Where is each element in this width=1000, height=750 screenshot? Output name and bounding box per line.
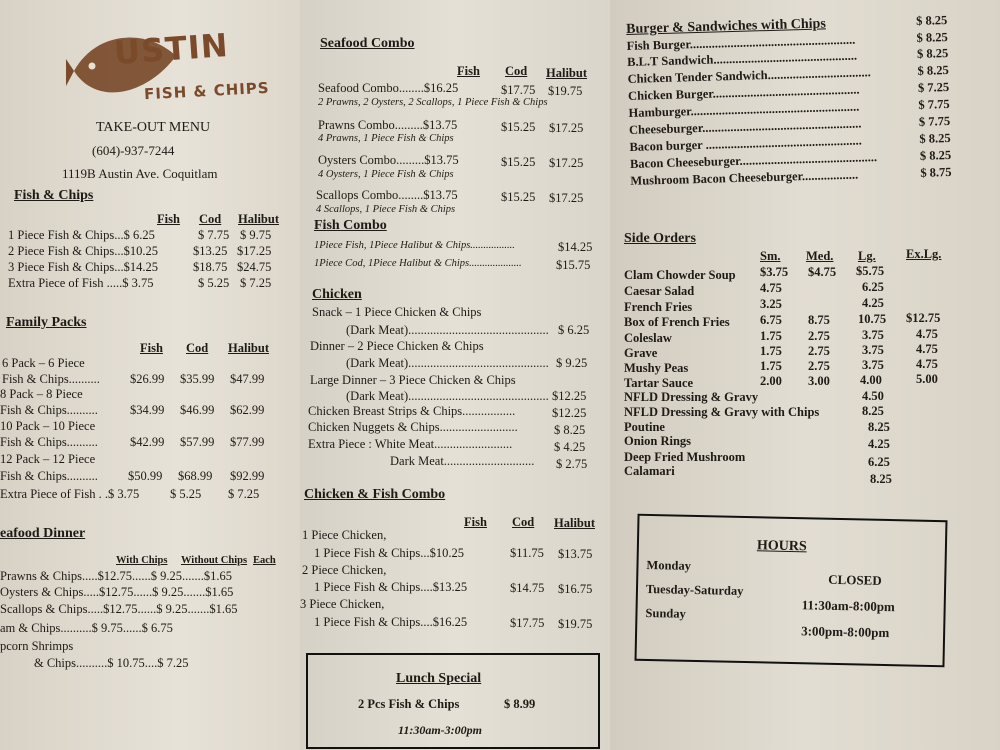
- price: $17.25: [549, 191, 584, 205]
- price-lg: 4.50: [862, 389, 884, 403]
- price: $24.75: [237, 260, 272, 274]
- price: $12.25: [552, 389, 587, 403]
- price: $ 7.75: [198, 228, 230, 242]
- chicken-heading: Chicken: [312, 287, 362, 302]
- list-item: Prawns Combo.........$13.75: [318, 118, 458, 132]
- col-sm: Sm.: [760, 249, 781, 263]
- list-item: Dark Meat.............................: [390, 454, 535, 468]
- lunch-special-heading: Lunch Special: [396, 671, 482, 686]
- combo-description: 4 Prawns, 1 Piece Fish & Chips: [318, 133, 454, 144]
- price-lg: 6.25: [862, 280, 884, 294]
- price-sm: 4.75: [760, 281, 782, 295]
- price-med: 2.75: [808, 359, 830, 373]
- list-item: 3 Piece Chicken,: [300, 597, 385, 611]
- austin-logo: [66, 26, 286, 116]
- price: $62.99: [230, 403, 265, 417]
- col-lg: Lg.: [858, 249, 876, 263]
- list-item: Fish & Chips..........: [2, 372, 100, 386]
- price: $ 8.25: [554, 423, 586, 437]
- price: $15.25: [501, 190, 536, 204]
- list-item: Extra Piece : White Meat.........................: [308, 437, 513, 451]
- price-sm: 6.75: [760, 313, 782, 327]
- list-item: Cheeseburger...................................................: [628, 116, 862, 137]
- list-item: 1Piece Cod, 1Piece Halibut & Chips....................: [314, 258, 522, 269]
- list-item: (Dark Meat).............................................: [346, 356, 549, 370]
- list-item: Coleslaw: [624, 331, 672, 345]
- price: $19.75: [548, 84, 583, 98]
- list-item: B.L.T Sandwich..............................................: [626, 48, 858, 69]
- list-item: 1 Piece Fish & Chips...$ 6.25: [8, 228, 155, 242]
- price-sm: $3.75: [760, 265, 789, 279]
- list-item: Bacon burger ..................................................: [629, 133, 863, 154]
- seafood-combo-heading: Seafood Combo: [320, 36, 415, 51]
- price-xl: 4.75: [916, 327, 938, 341]
- price: $ 7.25: [228, 487, 260, 501]
- list-item: 12 Pack – 12 Piece: [0, 452, 96, 466]
- col-exlg: Ex.Lg.: [906, 247, 942, 261]
- col-halibut: Halibut: [228, 341, 269, 355]
- price: $18.75: [193, 260, 228, 274]
- list-item: Chicken Burger...............................................: [627, 82, 860, 103]
- price-xl: 4.75: [916, 357, 938, 371]
- list-item: 1 Piece Fish & Chips....$16.25: [314, 615, 468, 629]
- price-med: 2.75: [808, 344, 830, 358]
- price: $12.25: [552, 406, 587, 420]
- list-item: Hamburger......................................................: [628, 99, 860, 120]
- price: $ 4.25: [554, 440, 586, 454]
- list-item: Fish & Chips..........: [0, 435, 98, 449]
- chicken-fish-combo-heading: Chicken & Fish Combo: [304, 487, 446, 502]
- list-item: Oysters Combo.........$13.75: [318, 153, 459, 167]
- price: $ 7.75: [918, 96, 950, 112]
- logo-subtitle: FISH & CHIPS: [143, 78, 271, 104]
- price-lg: 10.75: [858, 312, 887, 326]
- hours-day: Tuesday-Saturday: [645, 581, 744, 599]
- price: $47.99: [230, 372, 265, 386]
- price-lg: 3.75: [862, 328, 884, 342]
- address: 1119B Austin Ave. Coquitlam: [62, 166, 218, 181]
- price: $19.75: [558, 617, 593, 631]
- price: $42.99: [130, 435, 165, 449]
- price: $77.99: [230, 435, 265, 449]
- price: $ 7.25: [917, 80, 950, 95]
- list-item: Scallops & Chips.....$12.75......$ 9.25.......$1.65: [0, 602, 238, 616]
- price: $35.99: [180, 372, 215, 386]
- fish-chips-heading: Fish & Chips: [14, 188, 94, 203]
- price-lg: 3.75: [862, 358, 884, 372]
- price: $ 9.75: [240, 228, 272, 242]
- list-item: Grave: [624, 346, 658, 360]
- price: $ 6.25: [558, 323, 590, 337]
- col-fish: Fish: [140, 341, 163, 355]
- col-fish: Fish: [457, 64, 480, 78]
- col-fish: Fish: [464, 515, 487, 529]
- price: $14.75: [510, 581, 545, 595]
- list-item: NFLD Dressing & Gravy: [624, 390, 759, 404]
- price: $15.75: [556, 258, 591, 272]
- phone: (604)-937-7244: [92, 143, 175, 158]
- hours-time: CLOSED: [828, 571, 882, 588]
- col-without-chips: Without Chips: [181, 555, 248, 566]
- list-item: Poutine: [624, 420, 665, 434]
- price-sm: 2.00: [760, 374, 782, 388]
- list-item: pcorn Shrimps: [0, 639, 74, 653]
- price: $11.75: [510, 546, 544, 560]
- list-item: 1 Piece Fish & Chips....$13.25: [314, 580, 468, 594]
- price-med: $4.75: [808, 265, 837, 279]
- family-packs-heading: Family Packs: [6, 315, 87, 330]
- list-item: 1 Piece Chicken,: [302, 528, 387, 542]
- hours-day: Sunday: [645, 605, 686, 621]
- list-item: Tartar Sauce: [624, 376, 694, 390]
- list-item: Chicken Nuggets & Chips.........................: [308, 420, 518, 434]
- price: $ 8.25: [917, 63, 949, 78]
- price: $16.75: [558, 582, 593, 596]
- col-halibut: Halibut: [238, 212, 279, 226]
- combo-description: 4 Oysters, 1 Piece Fish & Chips: [318, 169, 454, 180]
- list-item: 6 Pack – 6 Piece: [2, 356, 85, 370]
- list-item: 1 Piece Fish & Chips...$10.25: [314, 546, 465, 560]
- price: $26.99: [130, 372, 165, 386]
- list-item: Fish & Chips..........: [0, 403, 98, 417]
- hours-box: [634, 514, 947, 667]
- list-item: Onion Rings: [624, 434, 692, 448]
- price: $17.25: [237, 244, 272, 258]
- price: $17.25: [549, 156, 584, 170]
- col-cod: Cod: [512, 515, 535, 529]
- lunch-special-box: [306, 653, 600, 749]
- hours-time: 11:30am-8:00pm: [801, 597, 896, 615]
- list-item: Chicken Breast Strips & Chips.................: [308, 404, 516, 418]
- list-item: am & Chips..........$ 9.75......$ 6.75: [0, 621, 173, 635]
- list-item: Snack – 1 Piece Chicken & Chips: [312, 305, 482, 319]
- price-xl: 5.00: [916, 372, 938, 386]
- price-med: 2.75: [808, 329, 830, 343]
- price-sm: 1.75: [760, 359, 782, 373]
- list-item: 8 Pack – 8 Piece: [0, 387, 83, 401]
- list-item: 2 Piece Chicken,: [302, 563, 387, 577]
- col-cod: Cod: [186, 341, 209, 355]
- price-lg: 4.00: [860, 373, 882, 387]
- list-item: 3 Piece Fish & Chips...$14.25: [8, 260, 159, 274]
- list-item: Prawns & Chips.....$12.75......$ 9.25.......$1.65: [0, 569, 232, 583]
- list-item: Mushroom Bacon Cheeseburger..................: [630, 167, 859, 188]
- logo-word: USTIN: [112, 26, 230, 72]
- combo-description: 2 Prawns, 2 Oysters, 2 Scallops, 1 Piece Fish & Chips: [318, 97, 548, 108]
- price-lg: 8.25: [862, 404, 884, 418]
- middle-panel: [300, 0, 610, 750]
- lunch-special-time: 11:30am-3:00pm: [398, 723, 482, 737]
- list-item: Deep Fried Mushroom: [624, 450, 746, 464]
- price-xl: $12.75: [906, 311, 941, 325]
- list-item: 10 Pack – 10 Piece: [0, 419, 96, 433]
- price-lg: 6.25: [868, 455, 890, 469]
- price: $ 7.25: [240, 276, 272, 290]
- menu-title: TAKE-OUT MENU: [96, 120, 211, 135]
- price: $ 8.25: [916, 30, 948, 45]
- heading-price: $ 8.25: [915, 13, 948, 28]
- col-halibut: Halibut: [554, 516, 595, 530]
- price: $14.25: [558, 240, 593, 254]
- price: $17.75: [510, 616, 545, 630]
- list-item: Caesar Salad: [624, 284, 695, 298]
- list-item: Dinner – 2 Piece Chicken & Chips: [310, 339, 484, 353]
- list-item: Chicken Tender Sandwich.................................: [627, 65, 871, 86]
- col-with-chips: With Chips: [116, 555, 168, 566]
- price-lg: 4.25: [868, 437, 890, 451]
- price-sm: 1.75: [760, 329, 782, 343]
- list-item: Calamari: [624, 464, 675, 478]
- lunch-special-item: 2 Pcs Fish & Chips: [358, 697, 460, 711]
- burgers-heading: Burger & Sandwiches with Chips: [626, 16, 827, 37]
- price: $ 9.25: [556, 356, 588, 370]
- price: $ 5.25: [198, 276, 230, 290]
- list-item: 2 Piece Fish & Chips...$10.25: [8, 244, 159, 258]
- hours-time: 3:00pm-8:00pm: [801, 623, 890, 641]
- hours-day: Monday: [646, 557, 692, 573]
- list-item: Extra Piece of Fish . .$ 3.75: [0, 487, 140, 501]
- list-item: Large Dinner – 3 Piece Chicken & Chips: [310, 373, 516, 387]
- combo-description: 4 Scallops, 1 Piece Fish & Chips: [316, 204, 456, 215]
- list-item: Fish Burger.....................................................: [626, 32, 856, 53]
- col-each: Each: [253, 555, 276, 566]
- list-item: Mushy Peas: [624, 361, 689, 375]
- price: $ 8.25: [919, 130, 951, 146]
- list-item: (Dark Meat).............................................: [346, 323, 549, 337]
- lunch-special-price: $ 8.99: [504, 697, 536, 711]
- left-panel: [0, 0, 300, 750]
- price: $68.99: [178, 469, 213, 483]
- price: $15.25: [501, 120, 536, 134]
- price: $ 8.25: [916, 46, 949, 61]
- list-item: Scallops Combo........$13.75: [316, 188, 458, 202]
- list-item: (Dark Meat).............................................: [346, 389, 549, 403]
- price: $92.99: [230, 469, 265, 483]
- hours-heading: HOURS: [756, 538, 807, 555]
- price-med: 3.00: [808, 374, 830, 388]
- fish-combo-heading: Fish Combo: [314, 218, 387, 233]
- price-lg: $5.75: [856, 264, 885, 278]
- price: $57.99: [180, 435, 215, 449]
- list-item: Bacon Cheeseburger............................................: [629, 150, 878, 171]
- list-item: Oysters & Chips.....$12.75......$ 9.25.......$1.65: [0, 585, 234, 599]
- price-sm: 3.25: [760, 297, 782, 311]
- price-lg: 8.25: [870, 472, 892, 486]
- price: $50.99: [128, 469, 163, 483]
- price: $ 8.75: [920, 164, 952, 180]
- price: $ 5.25: [170, 487, 202, 501]
- list-item: Box of French Fries: [624, 315, 730, 329]
- list-item: 1Piece Fish, 1Piece Halibut & Chips.................: [314, 240, 515, 251]
- seafood-dinner-heading: eafood Dinner: [0, 526, 86, 541]
- price: $13.75: [558, 547, 593, 561]
- price: $34.99: [130, 403, 165, 417]
- price: $ 2.75: [556, 457, 588, 471]
- price-lg: 3.75: [862, 343, 884, 357]
- right-panel: [610, 0, 1000, 750]
- col-cod: Cod: [199, 212, 222, 226]
- price: $ 7.75: [918, 113, 951, 129]
- price-sm: 1.75: [760, 344, 782, 358]
- price: $15.25: [501, 155, 536, 169]
- price-xl: 4.75: [916, 342, 938, 356]
- col-halibut: Halibut: [546, 66, 587, 80]
- list-item: Seafood Combo........$16.25: [318, 81, 459, 95]
- price: $17.75: [501, 83, 536, 97]
- price-med: 8.75: [808, 313, 830, 327]
- side-orders-heading: Side Orders: [624, 231, 696, 246]
- col-fish: Fish: [157, 212, 180, 226]
- price: $17.25: [549, 121, 584, 135]
- list-item: Fish & Chips..........: [0, 469, 98, 483]
- list-item: Clam Chowder Soup: [624, 268, 736, 282]
- price-lg: 4.25: [862, 296, 884, 310]
- list-item: & Chips..........$ 10.75....$ 7.25: [34, 656, 189, 670]
- price: $46.99: [180, 403, 215, 417]
- price: $ 8.25: [919, 147, 952, 163]
- list-item: NFLD Dressing & Gravy with Chips: [624, 405, 820, 419]
- price-lg: 8.25: [868, 420, 890, 434]
- list-item: Extra Piece of Fish .....$ 3.75: [8, 276, 154, 290]
- col-cod: Cod: [505, 64, 528, 78]
- price: $13.25: [193, 244, 228, 258]
- list-item: French Fries: [624, 300, 693, 314]
- col-med: Med.: [806, 249, 834, 263]
